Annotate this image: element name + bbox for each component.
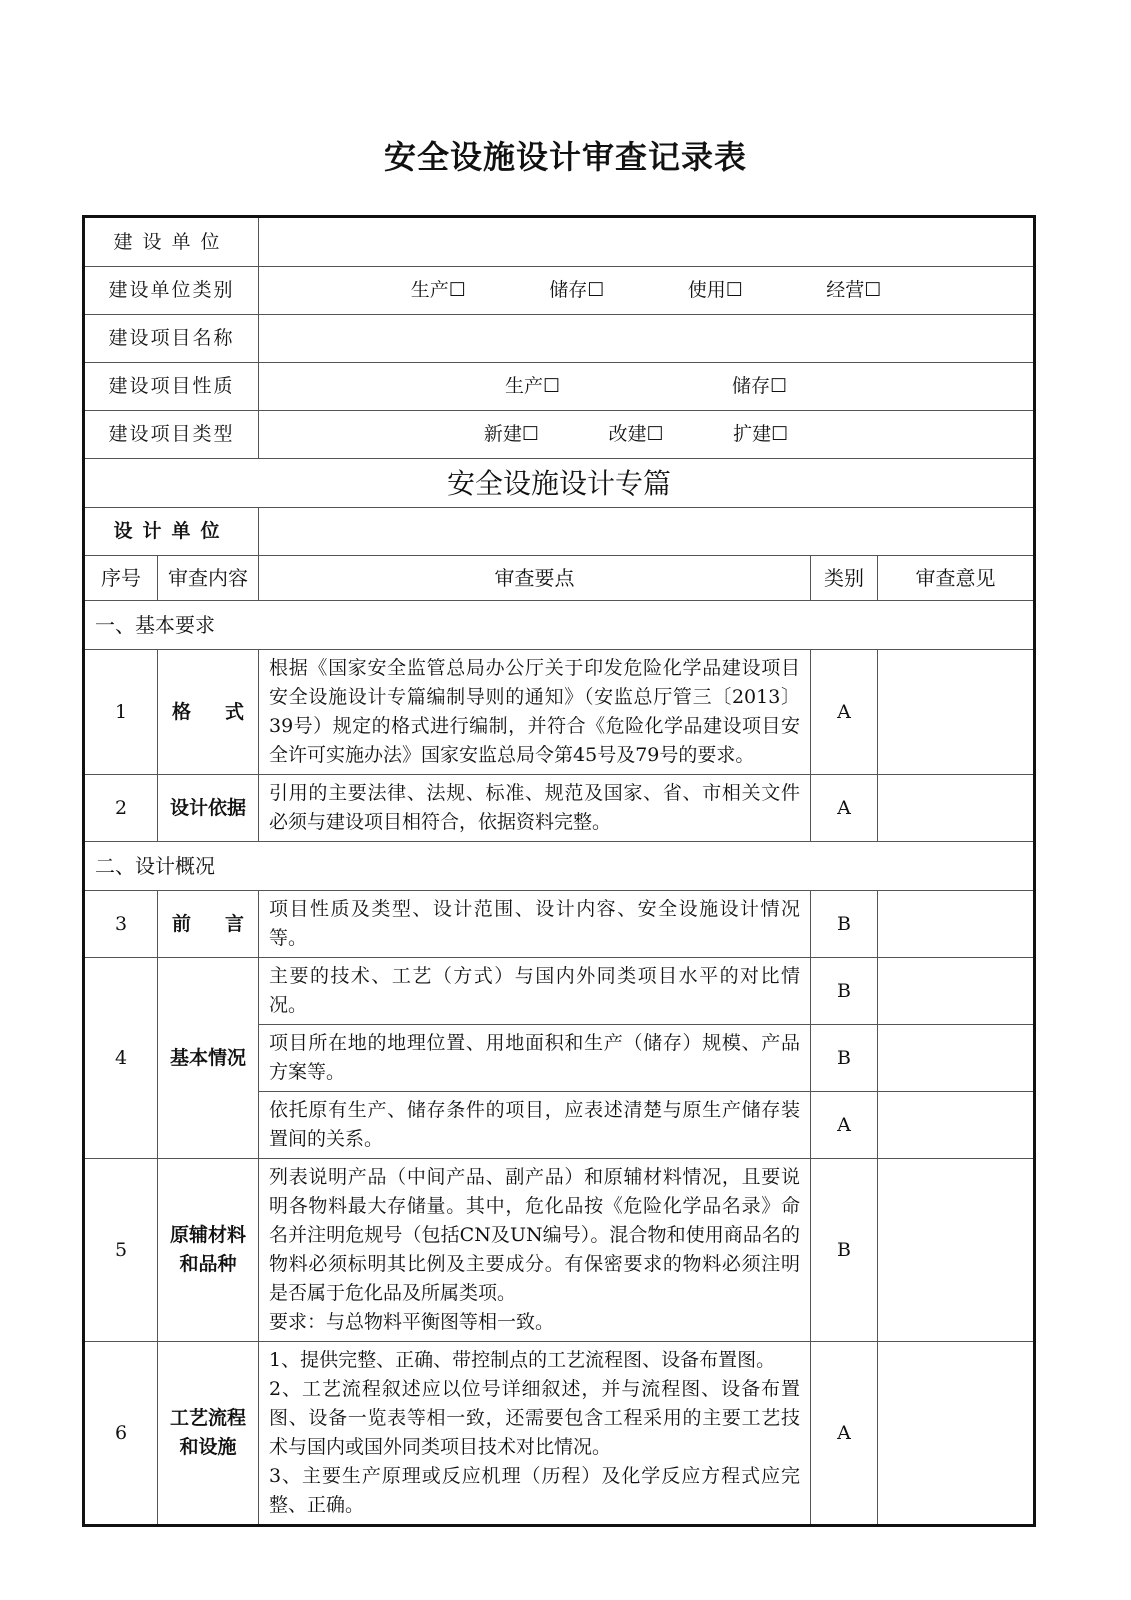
option-storage[interactable]: 储存☐ xyxy=(549,279,605,301)
review-opinion-field[interactable] xyxy=(878,650,1035,775)
construction-unit-field[interactable] xyxy=(259,217,1035,267)
table-row xyxy=(84,891,1035,958)
option-production[interactable]: 生产☐ xyxy=(410,279,466,301)
table-row xyxy=(84,650,1035,775)
header-points: 审查要点 xyxy=(259,556,811,601)
option-storage[interactable]: 储存☐ xyxy=(731,375,788,397)
category: B xyxy=(811,891,878,958)
item-name: 言 xyxy=(225,912,245,935)
review-opinion-field[interactable] xyxy=(878,1025,1035,1092)
row-number: 6 xyxy=(84,1342,158,1526)
category: A xyxy=(811,650,878,775)
info-row-project-name xyxy=(84,315,1035,363)
review-point: 2、工艺流程叙述应以位号详细叙述，并与流程图、设备布置图、设备一览表等相一致，还需要包含工程采用的主要工艺技术与国内或国外同类项目技术对比情况。 xyxy=(269,1378,801,1458)
info-row-project-type xyxy=(84,411,1035,459)
option-rebuild[interactable]: 改建☐ xyxy=(608,423,664,445)
row-number: 5 xyxy=(84,1159,158,1342)
info-row-unit-category xyxy=(84,267,1035,315)
info-label: 建设单位类别 xyxy=(84,267,259,315)
review-opinion-field[interactable] xyxy=(878,775,1035,842)
category: B xyxy=(811,1159,878,1342)
table-row xyxy=(84,958,1035,1025)
design-unit-row xyxy=(84,508,1035,556)
header-opinion: 审查意见 xyxy=(878,556,1035,601)
design-unit-label: 设计单位 xyxy=(84,508,259,556)
review-requirement: 要求：与总物料平衡图等相一致。 xyxy=(269,1311,555,1333)
row-number: 2 xyxy=(84,775,158,842)
project-name-field[interactable] xyxy=(259,315,1035,363)
review-opinion-field[interactable] xyxy=(878,1342,1035,1526)
item-name: 前 xyxy=(172,912,192,935)
review-opinion-field[interactable] xyxy=(878,958,1035,1025)
option-operation[interactable]: 经营☐ xyxy=(826,279,882,301)
item-name: 原辅材料和品种 xyxy=(158,1159,259,1342)
review-point: 项目性质及类型、设计范围、设计内容、安全设施设计情况等。 xyxy=(259,891,811,958)
review-point: 列表说明产品（中间产品、副产品）和原辅材料情况，且要说明各物料最大存储量。其中，危化品按《危险化学品名录》命名并注明危规号（包括CN及UN编号）。混合物和使用商品名的物料必须标明其比例及主要成分。有保密要求的物料必须注明是否属于危化品及所属类项。 xyxy=(269,1166,801,1304)
section-title: 一、基本要求 xyxy=(84,601,1035,650)
subtitle-row xyxy=(84,459,1035,508)
option-production[interactable]: 生产☐ xyxy=(504,375,561,397)
option-use[interactable]: 使用☐ xyxy=(687,279,743,301)
item-name: 格 xyxy=(172,700,192,723)
item-name: 工艺流程和设施 xyxy=(158,1342,259,1526)
header-category: 类别 xyxy=(811,556,878,601)
category: B xyxy=(811,1025,878,1092)
item-name: 式 xyxy=(225,700,245,723)
table-row xyxy=(84,775,1035,842)
review-point: 1、提供完整、正确、带控制点的工艺流程图、设备布置图。 xyxy=(269,1349,776,1371)
table-header xyxy=(84,556,1035,601)
review-point: 主要的技术、工艺（方式）与国内外同类项目水平的对比情况。 xyxy=(259,958,811,1025)
review-point: 依托原有生产、储存条件的项目，应表述清楚与原生产储存装置间的关系。 xyxy=(259,1092,811,1159)
info-label: 建设项目类型 xyxy=(84,411,259,459)
option-expand[interactable]: 扩建☐ xyxy=(733,423,789,445)
row-number: 3 xyxy=(84,891,158,958)
row-number: 1 xyxy=(84,650,158,775)
row-number: 4 xyxy=(84,958,158,1159)
info-row-unit xyxy=(84,217,1035,267)
review-opinion-field[interactable] xyxy=(878,1159,1035,1342)
category: A xyxy=(811,775,878,842)
section-subtitle: 安全设施设计专篇 xyxy=(84,459,1035,508)
header-content: 审查内容 xyxy=(158,556,259,601)
review-opinion-field[interactable] xyxy=(878,891,1035,958)
info-label: 建设项目性质 xyxy=(84,363,259,411)
page-title: 安全设施设计审查记录表 xyxy=(383,138,747,176)
review-point: 根据《国家安全监管总局办公厅关于印发危险化学品建设项目安全设施设计专篇编制导则的通知》（安监总厅管三〔2013〕39号）规定的格式进行编制，并符合《危险化学品建设项目安全许可实施办法》国家安监总局令第45号及79号的要求。 xyxy=(259,650,811,775)
section-row xyxy=(84,601,1035,650)
item-name: 基本情况 xyxy=(158,958,259,1159)
review-opinion-field[interactable] xyxy=(878,1092,1035,1159)
review-point: 3、主要生产原理或反应机理（历程）及化学反应方程式应完整、正确。 xyxy=(269,1465,801,1516)
category: A xyxy=(811,1092,878,1159)
info-row-project-nature xyxy=(84,363,1035,411)
section-row xyxy=(84,842,1035,891)
review-point: 引用的主要法律、法规、标准、规范及国家、省、市相关文件必须与建设项目相符合，依据资料完整。 xyxy=(259,775,811,842)
design-unit-field[interactable] xyxy=(259,508,1035,556)
item-name: 设计依据 xyxy=(158,775,259,842)
review-point: 项目所在地的地理位置、用地面积和生产（储存）规模、产品方案等。 xyxy=(259,1025,811,1092)
category: B xyxy=(811,958,878,1025)
info-label: 建设项目名称 xyxy=(84,315,259,363)
table-row xyxy=(84,1159,1035,1342)
option-new[interactable]: 新建☐ xyxy=(483,423,539,445)
table-row xyxy=(84,1342,1035,1526)
category: A xyxy=(811,1342,878,1526)
info-label: 建设单位 xyxy=(84,217,259,267)
header-no: 序号 xyxy=(84,556,158,601)
review-table xyxy=(82,215,1036,1527)
section-title: 二、设计概况 xyxy=(84,842,1035,891)
